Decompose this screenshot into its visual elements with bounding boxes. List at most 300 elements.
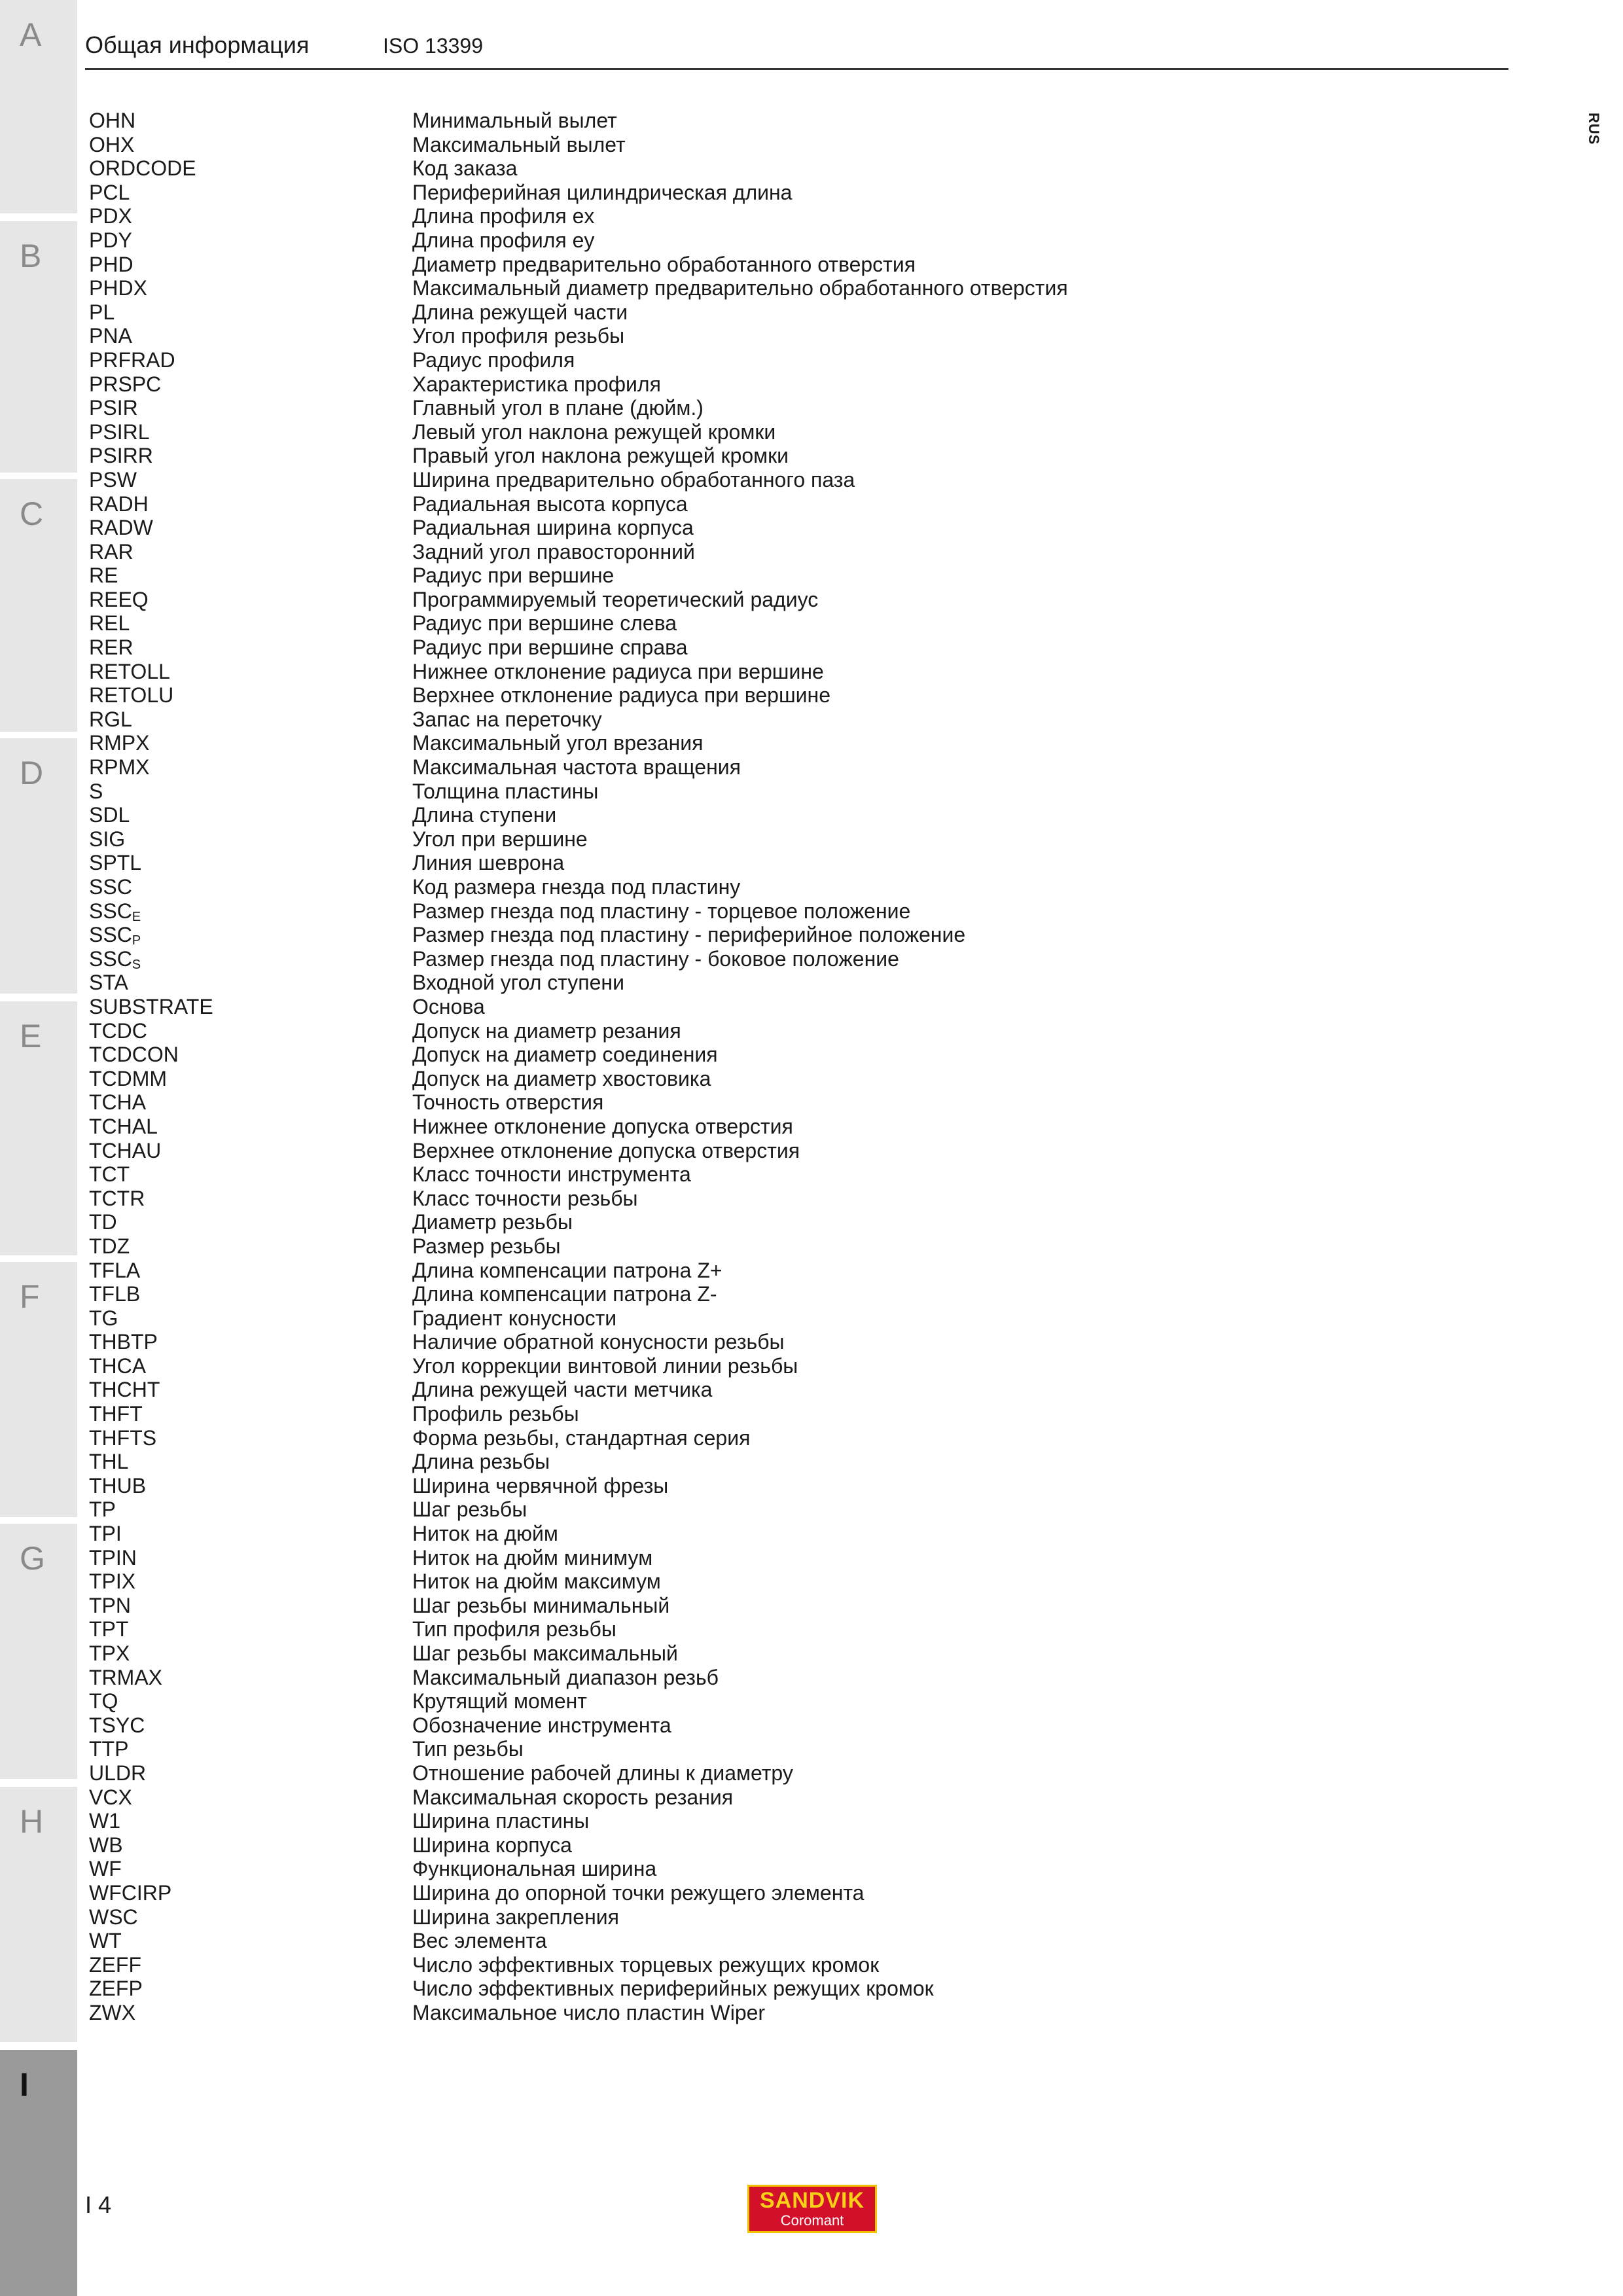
glossary-description: Ширина червячной фрезы	[412, 1473, 669, 1498]
glossary-code-text: TCHAL	[89, 1114, 158, 1138]
glossary-description: Задний угол правосторонний	[412, 539, 695, 564]
glossary-row	[89, 1378, 1398, 1402]
glossary-description: Длина компенсации патрона Z-	[412, 1282, 717, 1306]
glossary-description: Ширина пластины	[412, 1809, 590, 1833]
glossary-code	[89, 540, 134, 564]
glossary-row	[89, 1713, 1398, 1738]
glossary-code	[89, 683, 173, 707]
section-tab-letter: A	[20, 16, 42, 53]
glossary-row	[89, 1641, 1398, 1666]
glossary-row	[89, 181, 1398, 205]
glossary-code	[89, 468, 137, 492]
glossary-description: Длина режущей части	[412, 300, 628, 324]
glossary-row	[89, 348, 1398, 372]
glossary-code	[89, 1259, 140, 1282]
glossary-row	[89, 780, 1398, 804]
glossary-code	[89, 780, 103, 803]
section-tab-e[interactable]	[0, 1001, 77, 1255]
glossary-description: Ниток на дюйм	[412, 1522, 558, 1546]
section-tab-letter: H	[20, 1803, 44, 1840]
glossary-code	[89, 204, 132, 228]
glossary-code	[89, 1929, 122, 1952]
glossary-description: Крутящий момент	[412, 1689, 587, 1713]
glossary-description: Ниток на дюйм максимум	[412, 1570, 661, 1594]
glossary-description: Вес элемента	[412, 1929, 547, 1953]
glossary-code	[89, 2001, 135, 2024]
glossary-code	[89, 1210, 117, 1234]
glossary-code-text: THUB	[89, 1473, 147, 1498]
glossary-row	[89, 109, 1398, 133]
glossary-code-text: OHX	[89, 132, 135, 156]
glossary-code	[89, 133, 134, 156]
glossary-description: Размер гнезда под пластину - боковое положение	[412, 946, 899, 971]
glossary-description: Наличие обратной конусности резьбы	[412, 1330, 785, 1354]
glossary-code-text: TPIX	[89, 1570, 136, 1594]
glossary-row	[89, 1067, 1398, 1091]
glossary-code-subscript: S	[132, 957, 141, 972]
glossary-code-text: PSIRL	[89, 420, 150, 444]
glossary-row	[89, 588, 1398, 612]
glossary-row	[89, 875, 1398, 899]
glossary-description: Профиль резьбы	[412, 1402, 579, 1426]
glossary-description: Код размера гнезда под пластину	[412, 875, 741, 899]
glossary-code	[89, 660, 170, 683]
glossary-code	[89, 827, 125, 851]
glossary-description: Число эффективных торцевых режущих кромок	[412, 1952, 880, 1977]
glossary-code-text: ORDCODE	[89, 156, 196, 181]
glossary-code	[89, 444, 153, 467]
glossary-code	[89, 300, 115, 324]
glossary-code-text: TCDCON	[89, 1043, 179, 1067]
glossary-code	[89, 1043, 179, 1066]
glossary-code	[89, 971, 128, 994]
glossary-code	[89, 1977, 143, 2000]
glossary-row	[89, 1809, 1398, 1833]
glossary-row	[89, 300, 1398, 325]
glossary-code	[89, 731, 149, 755]
glossary-code	[89, 1282, 140, 1306]
section-tab-f[interactable]	[0, 1262, 77, 1517]
glossary-code	[89, 1737, 128, 1761]
glossary-description: Число эффективных периферийных режущих кромок	[412, 1977, 934, 2001]
logo-main-text: SANDVIK	[759, 2188, 865, 2213]
glossary-row	[89, 1857, 1398, 1881]
glossary-description: Код заказа	[412, 156, 518, 181]
glossary-code	[89, 156, 196, 180]
glossary-row	[89, 1450, 1398, 1474]
glossary-code	[89, 324, 132, 348]
glossary-description: Ниток на дюйм минимум	[412, 1545, 653, 1570]
glossary-row	[89, 923, 1398, 947]
glossary-code	[89, 1019, 147, 1043]
glossary-description: Радиус профиля	[412, 348, 575, 372]
section-tab-c[interactable]	[0, 479, 77, 732]
glossary-code	[89, 1498, 116, 1521]
glossary-code	[89, 228, 132, 252]
glossary-code	[89, 253, 134, 276]
glossary-description: Максимальный угол врезания	[412, 731, 704, 755]
glossary-code-text: TPI	[89, 1522, 122, 1546]
glossary-code	[89, 276, 147, 300]
glossary-row	[89, 1426, 1398, 1450]
glossary-code-text: TCHAU	[89, 1138, 162, 1162]
glossary-code-text: THCHT	[89, 1378, 160, 1402]
glossary-code	[89, 1689, 118, 1713]
glossary-description: Шаг резьбы	[412, 1498, 527, 1522]
glossary-row	[89, 1546, 1398, 1570]
glossary-row	[89, 1905, 1398, 1929]
glossary-description: Минимальный вылет	[412, 109, 617, 132]
glossary-code-text: PNA	[89, 324, 132, 348]
glossary-code-text: PSIRR	[89, 444, 153, 468]
glossary-code-text: PDY	[89, 228, 132, 252]
glossary-row	[89, 1019, 1398, 1043]
glossary-code-text: VCX	[89, 1785, 132, 1809]
glossary-row	[89, 708, 1398, 732]
glossary-row	[89, 1929, 1398, 1953]
glossary-code-text: WFCIRP	[89, 1880, 172, 1905]
glossary-code	[89, 1905, 138, 1929]
glossary-description: Длина резьбы	[412, 1450, 550, 1474]
glossary-description: Правый угол наклона режущей кромки	[412, 444, 789, 468]
section-tab-b[interactable]	[0, 221, 77, 473]
glossary-code	[89, 1187, 145, 1210]
glossary-row	[89, 1354, 1398, 1378]
section-tab-letter: F	[20, 1278, 40, 1315]
glossary-description: Размер резьбы	[412, 1234, 561, 1258]
glossary-code-text: REEQ	[89, 587, 149, 611]
glossary-description: Шаг резьбы минимальный	[412, 1593, 670, 1617]
glossary-code-text: TD	[89, 1210, 117, 1234]
glossary-description: Градиент конусности	[412, 1306, 617, 1330]
standard-label: ISO 13399	[383, 34, 483, 58]
glossary-description: Тип резьбы	[412, 1737, 524, 1761]
glossary-code-text: SSC	[89, 875, 132, 899]
glossary-row	[89, 1522, 1398, 1546]
glossary-code-text: STA	[89, 971, 128, 995]
glossary-description: Максимальное число пластин Wiper	[412, 2000, 766, 2024]
glossary-description: Размер гнезда под пластину - торцевое положение	[412, 899, 911, 923]
glossary-row	[89, 899, 1398, 924]
section-tab-d[interactable]	[0, 738, 77, 994]
glossary-code-text: RETOLU	[89, 683, 174, 708]
glossary-description: Точность отверстия	[412, 1090, 604, 1115]
glossary-code-text: TDZ	[89, 1234, 130, 1258]
glossary-code-text: PL	[89, 300, 115, 324]
glossary-row	[89, 1666, 1398, 1690]
glossary-description: Основа	[412, 994, 485, 1018]
glossary-code-subscript: P	[132, 933, 141, 948]
glossary-code-text: RADH	[89, 492, 149, 516]
glossary-description: Характеристика профиля	[412, 372, 661, 396]
glossary-row	[89, 468, 1398, 492]
glossary-description: Запас на переточку	[412, 707, 602, 731]
glossary-description: Ширина корпуса	[412, 1833, 572, 1857]
glossary-description: Максимальный вылет	[412, 132, 626, 156]
glossary-description: Радиус при вершине слева	[412, 611, 677, 636]
section-tabs	[0, 0, 77, 2296]
glossary-code	[89, 1474, 146, 1498]
glossary-row	[89, 420, 1398, 444]
section-tab-h[interactable]	[0, 1787, 77, 2042]
glossary-row	[89, 204, 1398, 228]
glossary-code	[89, 1450, 128, 1473]
glossary-description: Размер гнезда под пластину - периферийное положение	[412, 923, 966, 947]
glossary-code	[89, 803, 130, 827]
glossary-description: Форма резьбы, стандартная серия	[412, 1426, 751, 1450]
glossary-code	[89, 1570, 135, 1593]
glossary-code-text: REL	[89, 611, 130, 636]
glossary-description: Функциональная ширина	[412, 1857, 657, 1881]
glossary-row	[89, 444, 1398, 468]
glossary-description: Радиальная ширина корпуса	[412, 516, 694, 540]
glossary-row	[89, 1187, 1398, 1211]
glossary-code-text: SPTL	[89, 851, 142, 875]
glossary-code-text: SSC	[89, 946, 132, 971]
glossary-code-text: TPIN	[89, 1545, 137, 1570]
glossary-description: Ширина закрепления	[412, 1905, 619, 1929]
language-label: RUS	[1586, 113, 1602, 145]
glossary-row	[89, 1785, 1398, 1810]
glossary-description: Угол коррекции винтовой линии резьбы	[412, 1354, 798, 1378]
glossary-row	[89, 683, 1398, 708]
glossary-code	[89, 1522, 122, 1545]
glossary-code	[89, 348, 175, 372]
glossary-row	[89, 1282, 1398, 1306]
glossary-code-text: PRSPC	[89, 372, 162, 396]
glossary-code	[89, 1594, 131, 1617]
glossary-row	[89, 851, 1398, 875]
glossary-row	[89, 1689, 1398, 1713]
glossary-description: Длина режущей части метчика	[412, 1378, 713, 1402]
glossary-code	[89, 611, 130, 635]
glossary-code-text: TPT	[89, 1617, 129, 1641]
glossary-description: Радиальная высота корпуса	[412, 492, 688, 516]
glossary-description: Диаметр предварительно обработанного отверстия	[412, 252, 916, 276]
glossary-row	[89, 803, 1398, 827]
glossary-description: Толщина пластины	[412, 779, 599, 803]
glossary-code-text: TRMAX	[89, 1665, 162, 1689]
glossary-code	[89, 1330, 158, 1354]
glossary-code-text: PHDX	[89, 276, 147, 300]
glossary-code	[89, 109, 135, 132]
glossary-code	[89, 1857, 122, 1880]
glossary-code-text: PRFRAD	[89, 348, 175, 372]
glossary-row	[89, 1617, 1398, 1641]
glossary-code-text: THBTP	[89, 1330, 158, 1354]
glossary-row	[89, 947, 1398, 971]
glossary-description: Верхнее отклонение радиуса при вершине	[412, 683, 830, 708]
glossary-description: Радиус при вершине	[412, 564, 615, 588]
glossary-description: Длина компенсации патрона Z+	[412, 1258, 722, 1282]
glossary-row	[89, 1210, 1398, 1234]
glossary-description: Отношение рабочей длины к диаметру	[412, 1761, 793, 1785]
glossary-row	[89, 396, 1398, 420]
glossary-row	[89, 1115, 1398, 1139]
glossary-description: Обозначение инструмента	[412, 1713, 671, 1737]
glossary-code-text: RMPX	[89, 731, 150, 755]
glossary-row	[89, 1977, 1398, 2001]
logo-sub-text: Coromant	[780, 2212, 844, 2229]
glossary-code	[89, 1306, 118, 1330]
glossary-code	[89, 1067, 167, 1090]
glossary-code	[89, 1162, 130, 1186]
glossary-row	[89, 1737, 1398, 1761]
glossary-code-text: RETOLL	[89, 659, 170, 683]
glossary-code	[89, 516, 153, 539]
glossary-row	[89, 133, 1398, 157]
glossary-code	[89, 1378, 160, 1401]
glossary-code-text: TFLB	[89, 1282, 141, 1306]
glossary-description: Периферийная цилиндрическая длина	[412, 180, 793, 204]
glossary-list	[89, 109, 1398, 2025]
page-header	[85, 31, 1508, 70]
glossary-code	[89, 1713, 145, 1737]
glossary-code-text: RAR	[89, 539, 134, 564]
glossary-row	[89, 540, 1398, 564]
glossary-row	[89, 660, 1398, 684]
glossary-code-text: ZWX	[89, 2000, 136, 2024]
glossary-row	[89, 1594, 1398, 1618]
glossary-code-text: WB	[89, 1833, 123, 1857]
glossary-code-text: THCA	[89, 1354, 147, 1378]
glossary-row	[89, 324, 1398, 348]
glossary-description: Максимальная частота вращения	[412, 755, 741, 780]
glossary-code-text: TCHA	[89, 1090, 147, 1115]
section-tab-letter: C	[20, 495, 44, 532]
glossary-code	[89, 1354, 146, 1378]
glossary-row	[89, 372, 1398, 397]
glossary-code-text: W1	[89, 1809, 120, 1833]
glossary-description: Допуск на диаметр хвостовика	[412, 1066, 711, 1090]
glossary-code-text: THFTS	[89, 1426, 157, 1450]
glossary-code	[89, 181, 130, 204]
glossary-code	[89, 420, 149, 444]
glossary-row	[89, 1162, 1398, 1187]
glossary-code	[89, 755, 149, 779]
glossary-description: Тип профиля резьбы	[412, 1617, 616, 1641]
glossary-code-text: SSC	[89, 923, 132, 947]
glossary-row	[89, 731, 1398, 755]
glossary-code	[89, 1833, 123, 1857]
glossary-row	[89, 492, 1398, 516]
glossary-description: Верхнее отклонение допуска отверстия	[412, 1138, 800, 1162]
page-title: Общая информация	[85, 31, 310, 58]
glossary-code-text: WT	[89, 1929, 122, 1953]
glossary-description: Диаметр резьбы	[412, 1210, 573, 1234]
glossary-row	[89, 971, 1398, 995]
glossary-code-text: S	[89, 779, 103, 803]
glossary-code-text: TG	[89, 1306, 118, 1330]
glossary-row	[89, 755, 1398, 780]
glossary-description: Длина профиля ex	[412, 204, 595, 228]
section-tab-letter: D	[20, 755, 44, 791]
section-tab-g[interactable]	[0, 1524, 77, 1779]
glossary-description: Допуск на диаметр резания	[412, 1018, 681, 1043]
glossary-code	[89, 1234, 130, 1258]
glossary-code	[89, 995, 213, 1018]
glossary-description: Класс точности резьбы	[412, 1186, 638, 1210]
glossary-row	[89, 1139, 1398, 1163]
glossary-code-text: RGL	[89, 707, 132, 731]
glossary-description: Угол при вершине	[412, 827, 588, 851]
glossary-code-text: TSYC	[89, 1713, 145, 1737]
glossary-code-text: TPN	[89, 1593, 131, 1617]
glossary-code	[89, 1953, 141, 1977]
glossary-code	[89, 1881, 171, 1905]
glossary-code-text: SDL	[89, 803, 130, 827]
sandvik-logo	[747, 2185, 877, 2233]
section-tab-a[interactable]	[0, 0, 77, 213]
glossary-code	[89, 1761, 146, 1785]
glossary-code	[89, 1617, 128, 1641]
glossary-description: Шаг резьбы максимальный	[412, 1641, 678, 1665]
glossary-description: Угол профиля резьбы	[412, 324, 625, 348]
glossary-description: Входной угол ступени	[412, 971, 624, 995]
glossary-code-text: PSIR	[89, 396, 138, 420]
glossary-row	[89, 1306, 1398, 1331]
glossary-row	[89, 1330, 1398, 1354]
glossary-code-text: SSC	[89, 899, 132, 923]
glossary-row	[89, 1570, 1398, 1594]
glossary-code-text: PCL	[89, 180, 130, 204]
glossary-code	[89, 636, 134, 659]
glossary-code	[89, 1090, 146, 1114]
glossary-code-text: ZEFF	[89, 1952, 141, 1977]
glossary-code-text: RER	[89, 636, 134, 660]
glossary-code-text: RPMX	[89, 755, 150, 780]
glossary-row	[89, 276, 1398, 300]
glossary-description: Класс точности инструмента	[412, 1162, 691, 1187]
page-number: I 4	[85, 2191, 112, 2218]
glossary-description: Ширина предварительно обработанного паза	[412, 467, 855, 492]
glossary-code-text: THL	[89, 1450, 129, 1474]
glossary-code	[89, 1426, 156, 1450]
glossary-code	[89, 396, 138, 420]
glossary-code	[89, 1785, 132, 1809]
glossary-row	[89, 827, 1398, 852]
glossary-row	[89, 564, 1398, 588]
glossary-row	[89, 1881, 1398, 1905]
glossary-code	[89, 1641, 130, 1665]
section-tab-letter: E	[20, 1018, 42, 1054]
glossary-code	[89, 875, 132, 899]
glossary-code-text: WF	[89, 1857, 122, 1881]
section-tab-letter: G	[20, 1540, 45, 1577]
glossary-description: Нижнее отклонение радиуса при вершине	[412, 659, 824, 683]
glossary-code-subscript: E	[132, 909, 141, 924]
glossary-code	[89, 708, 132, 731]
glossary-code-text: WSC	[89, 1905, 138, 1929]
glossary-description: Программируемый теоретический радиус	[412, 587, 819, 611]
glossary-code-text: TQ	[89, 1689, 118, 1713]
glossary-row	[89, 516, 1398, 540]
glossary-row	[89, 611, 1398, 636]
glossary-code	[89, 372, 161, 396]
glossary-description: Линия шеврона	[412, 851, 565, 875]
glossary-code-text: TCTR	[89, 1186, 145, 1210]
glossary-description: Длина ступени	[412, 803, 557, 827]
glossary-code	[89, 851, 141, 874]
glossary-row	[89, 1259, 1398, 1283]
glossary-description: Главный угол в плане (дюйм.)	[412, 396, 704, 420]
glossary-code-text: PHD	[89, 252, 134, 276]
glossary-code	[89, 1666, 162, 1689]
section-tab-i[interactable]	[0, 2050, 77, 2296]
glossary-code-text: SIG	[89, 827, 126, 851]
glossary-row	[89, 1402, 1398, 1426]
glossary-code-text: SUBSTRATE	[89, 994, 213, 1018]
